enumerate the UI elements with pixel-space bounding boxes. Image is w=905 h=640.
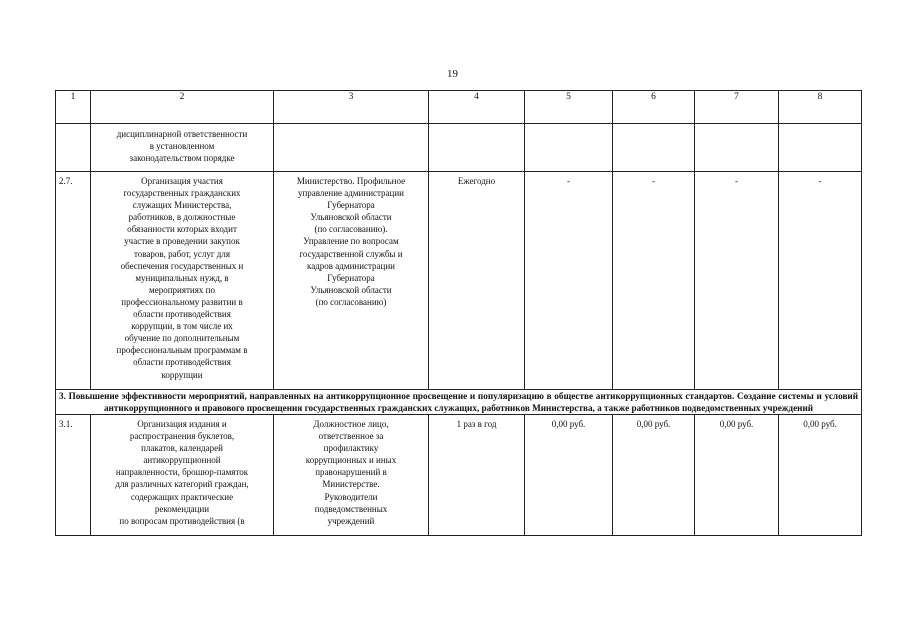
continuation-cell-3 (274, 124, 429, 172)
section-3-row (56, 390, 862, 415)
text-line: ответственное за (318, 431, 384, 442)
funding-cell-5: - (525, 172, 613, 390)
text-line: товаров, работ, услуг для (133, 248, 231, 259)
text-line: по вопросам противодействия (в (119, 515, 245, 526)
funding-cell-5: 0,00 руб. (525, 415, 613, 536)
term-cell: Ежегодно (429, 172, 525, 390)
text-line: Ульяновской области (310, 284, 392, 295)
funding-cell-7: - (695, 172, 779, 390)
continuation-row (56, 124, 862, 172)
text-line: Должностное лицо, (313, 419, 389, 429)
text-line: (по согласованию). (314, 224, 388, 235)
text-line: профилактику (323, 443, 379, 454)
text-line: рекомендации (154, 503, 210, 514)
text-line: Министерство. Профильное (296, 176, 406, 186)
text-line: кадров администрации (306, 260, 395, 271)
text-line: Губернатора (327, 272, 375, 283)
row-number: 2.7. (56, 172, 91, 390)
text-line: служащих Министерства, (132, 200, 232, 211)
funding-cell-6: 0,00 руб. (613, 415, 695, 536)
text-line: обучение по дополнительным (124, 333, 240, 344)
activity-cell (91, 172, 274, 390)
header-cell-2: 2 (91, 91, 274, 124)
text-line: дисциплинарной ответственности (116, 129, 248, 139)
header-cell-5: 5 (525, 91, 613, 124)
text-line: участие в проведении закупок (124, 236, 240, 247)
continuation-cell-6 (613, 124, 695, 172)
text-line: правонарушений в (315, 467, 387, 478)
text-line: подведомственных (314, 503, 388, 514)
plan-table (55, 90, 862, 536)
text-line: направленности, брошюр-памяток (115, 467, 249, 478)
text-line: плакатов, календарей (141, 443, 223, 454)
text-line: Губернатора (327, 200, 375, 211)
text-line: коррупции (161, 369, 203, 380)
text-line: профессиональным программам в (116, 345, 248, 356)
text-line: законодательством порядке (129, 153, 235, 164)
header-cell-3: 3 (274, 91, 429, 124)
text-line: работников, в должностные (128, 212, 236, 223)
text-line: области противодействия (133, 357, 231, 368)
text-line: в установленном (149, 141, 215, 152)
text-line: области противодействия (133, 309, 231, 320)
text-line: Ульяновской области (310, 212, 392, 223)
section-heading (56, 390, 862, 415)
section-title: 3. Повышение эффективности мероприятий, направленных на антикоррупционное просвещение и популяризацию в обществе антикоррупционных стандартов. Создание системы и условий антикоррупционного и правового просвещения государственных гражданских служащих, работников Министерства, а также работников подведомственных учреждений (59, 391, 858, 413)
header-cell-4: 4 (429, 91, 525, 124)
text-line: распространения буклетов, (129, 431, 235, 442)
text-line: обязанности которых входит (127, 224, 237, 235)
text-line: государственной службы и (299, 248, 403, 259)
text-line: управление администрации (297, 188, 404, 199)
continuation-cell-7 (695, 124, 779, 172)
text-line: Управление по вопросам (303, 236, 399, 247)
funding-cell-6: - (613, 172, 695, 390)
table-row-2-7 (56, 172, 862, 390)
text-line: государственных гражданских (123, 188, 241, 199)
text-line: муниципальных нужд, в (135, 272, 229, 283)
responsible-cell (274, 172, 429, 390)
text-line: (по согласованию) (315, 296, 387, 307)
responsible-cell (274, 415, 429, 536)
continuation-cell-8 (779, 124, 862, 172)
continuation-activity-cell (91, 124, 274, 172)
continuation-cell-5 (525, 124, 613, 172)
activity-cell (91, 415, 274, 536)
text-line: для различных категорий граждан, (115, 479, 249, 490)
header-cell-6: 6 (613, 91, 695, 124)
funding-cell-7: 0,00 руб. (695, 415, 779, 536)
header-row (56, 91, 862, 124)
text-line: мероприятиях по (149, 284, 215, 295)
term-cell: 1 раз в год (429, 415, 525, 536)
continuation-cell-4 (429, 124, 525, 172)
text-line: Министерстве. (322, 479, 380, 490)
text-line: антикоррупционной (143, 455, 221, 466)
text-line: профессиональному развитии в (121, 296, 243, 307)
page-number: 19 (447, 68, 458, 80)
row-number: 3.1. (56, 415, 91, 536)
text-line: Организация издания и (137, 419, 227, 429)
text-line: Организация участия (141, 176, 223, 186)
text-line: коррупционных и иных (305, 455, 397, 466)
text-line: содержащих практические (130, 491, 234, 502)
text-line: Руководители (324, 491, 378, 502)
text-line: учреждений (327, 515, 375, 526)
table-row-3-1 (56, 415, 862, 536)
header-cell-7: 7 (695, 91, 779, 124)
funding-cell-8: 0,00 руб. (779, 415, 862, 536)
header-cell-8: 8 (779, 91, 862, 124)
continuation-number-cell (56, 124, 91, 172)
funding-cell-8: - (779, 172, 862, 390)
text-line: обеспечения государственных и (120, 260, 244, 271)
text-line: коррупции, в том числе их (131, 321, 233, 332)
header-cell-1: 1 (56, 91, 91, 124)
